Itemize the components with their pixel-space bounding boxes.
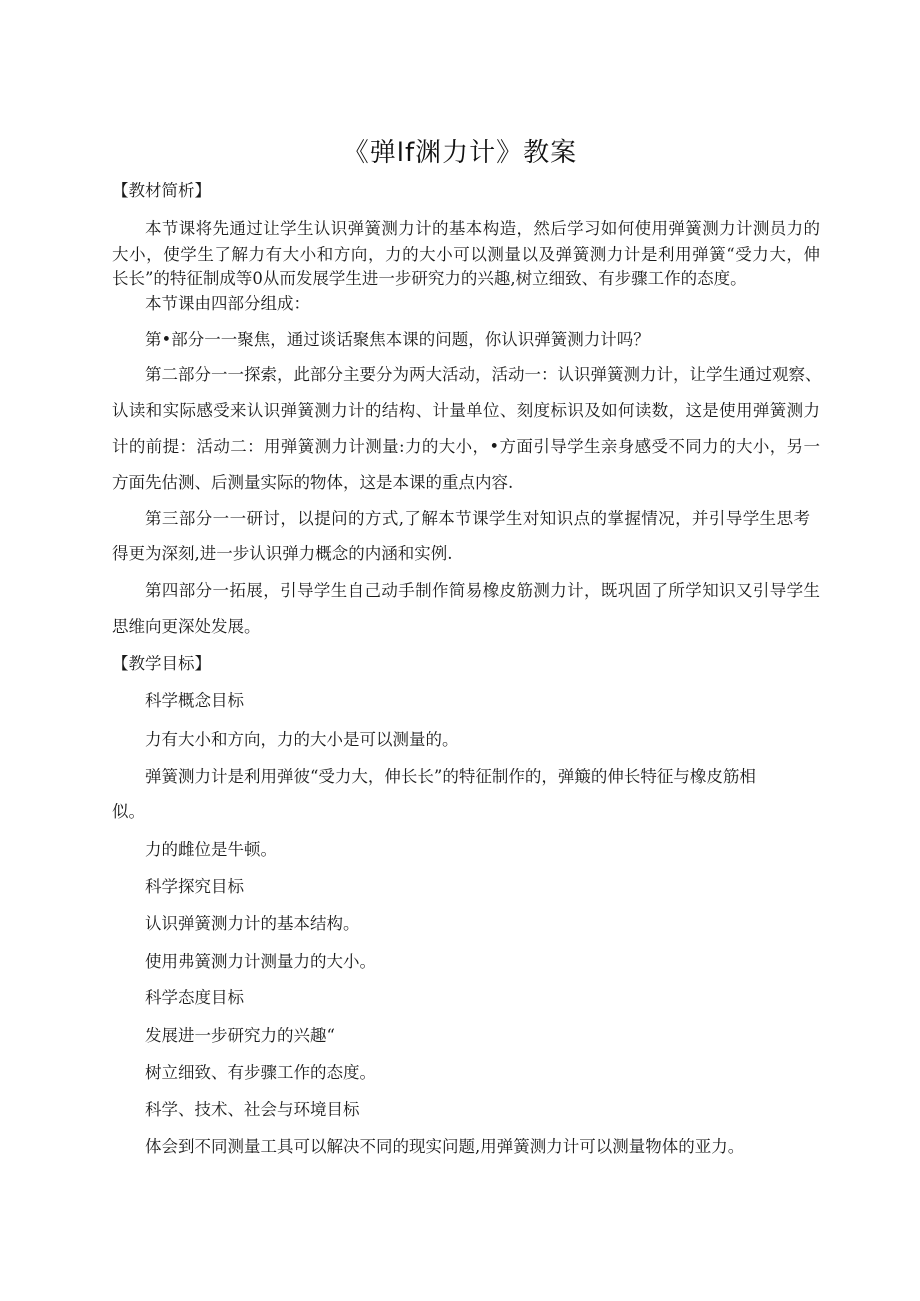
paragraph-line: 计的前提：活动二：用弹簧测力计测量:力的大小，•方面引导学生亲身感受不同力的大小，另一 <box>112 437 820 456</box>
goal-subheading: 科学探究目标 <box>145 877 244 896</box>
goal-line: 发展进一步研究力的兴趣“ <box>145 1026 335 1045</box>
goal-line: 力的雌位是牛顿。 <box>145 840 277 859</box>
document-title: 《弹lf渊力计》教案 <box>342 138 578 168</box>
goal-subheading: 科学、技术、社会与环境目标 <box>145 1100 360 1119</box>
section-heading-analysis: 【教材简析】 <box>112 181 211 200</box>
goal-line: 弹簧测力计是利用弹彼“受力大，伸长长”的特征制作的，弹簸的伸长特征与橡皮筋相 <box>145 767 756 786</box>
section-heading-goals: 【教学目标】 <box>112 654 211 673</box>
goal-line: 认识弹簧测力计的基本结构。 <box>145 914 360 933</box>
goal-line: 力有大小和方向，力的大小是可以测量的。 <box>145 730 459 749</box>
goal-line: 似。 <box>112 802 145 821</box>
paragraph-line: 第•部分一一聚焦，通过谈话聚焦本课的问题，你认识弹簧测力计吗？ <box>145 330 650 349</box>
paragraph-line: 本节课将先通过让学生认识弹簧测力计的基本构造，然后学习如何使用弹簧测力计测员力的 <box>145 219 820 238</box>
paragraph-line: 思维向更深处发展。 <box>112 617 261 636</box>
goal-line: 树立细致、有步骤工作的态度。 <box>145 1063 376 1082</box>
goal-line: 体会到不同测量工具可以解决不同的现实问题,用弹簧测力计可以测量物体的亚力。 <box>145 1137 745 1156</box>
paragraph-line: 长长”的特征制成等0从而发展学生进一步研究力的兴趣,树立细致、有步骤工作的态度。 <box>112 269 747 288</box>
paragraph-line: 本节课由四部分组成： <box>145 294 310 313</box>
paragraph-line: 认读和实际感受来认识弹簧测力计的结构、计量单位、刻度标识及如何读数，这是使用弹簧测力 <box>112 401 820 420</box>
paragraph-line: 第四部分一拓展，引导学生自己动手制作简易橡皮筋测力计，既巩固了所学知识又引导学生 <box>145 581 820 600</box>
goal-line: 使用弗簧测力计测量力的大小。 <box>145 952 376 971</box>
goal-subheading: 科学态度目标 <box>145 988 244 1007</box>
paragraph-line: 第二部分一一探索，此部分主要分为两大活动，活动一：认识弹簧测力计，让学生通过观察、 <box>145 365 822 384</box>
paragraph-line: 第三部分一一研讨，以提问的方式,了解本节课学生对知识点的掌握情况，并引导学生思考 <box>145 509 810 528</box>
paragraph-line: 方面先估测、后测量实际的物体，这是本课的重点内容. <box>112 473 514 492</box>
goal-subheading: 科学概念目标 <box>145 691 244 710</box>
paragraph-line: 大小，使学生了解力有大小和方向，力的大小可以测量以及弹簧测力计是利用弹簧“受力大，伸 <box>112 245 820 264</box>
paragraph-line: 得更为深刻,进一步认识弹力概念的内涵和实例. <box>112 544 453 563</box>
